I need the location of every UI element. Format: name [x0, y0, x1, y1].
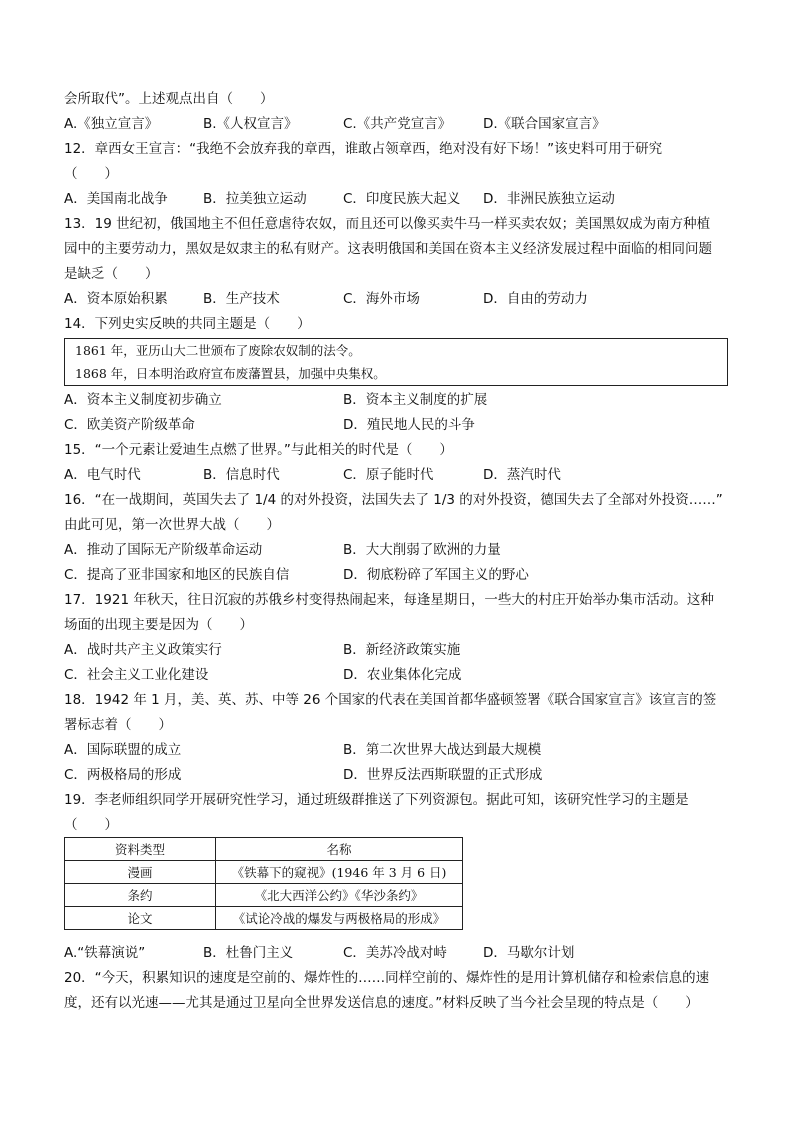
q18-option-a[interactable]: A．国际联盟的成立	[64, 742, 182, 758]
q15-option-c[interactable]: C．原子能时代	[343, 467, 434, 483]
q11-option-a[interactable]: A.《独立宣言》	[64, 116, 159, 132]
q17-option-a[interactable]: A．战时共产主义政策实行	[64, 642, 222, 658]
q13-option-a[interactable]: A．资本原始积累	[64, 291, 168, 307]
q15-option-a[interactable]: A．电气时代	[64, 467, 141, 483]
q11-stem: 会所取代”。上述观点出自（ ）	[64, 91, 274, 107]
table-header-cell: 名称	[216, 838, 463, 861]
q12-stem-line1: 12．章西女王宣言：“我绝不会放弃我的章西，谁敢占领章西，绝对没有好下场！”该史料可用于研究	[64, 141, 663, 157]
q16-option-b[interactable]: B．大大削弱了欧洲的力量	[343, 542, 501, 558]
q12-option-b[interactable]: B．拉美独立运动	[203, 191, 307, 207]
q15-option-b[interactable]: B．信息时代	[203, 467, 280, 483]
q17-option-d[interactable]: D．农业集体化完成	[343, 667, 462, 683]
q11-option-b[interactable]: B.《人权宣言》	[203, 116, 298, 132]
table-cell: 《北大西洋公约》《华沙条约》	[216, 884, 463, 907]
table-cell: 条约	[65, 884, 216, 907]
q14-option-a[interactable]: A．资本主义制度初步确立	[64, 392, 222, 408]
table-cell: 论文	[65, 907, 216, 930]
q20-stem-line2: 度，还有以光速——尤其是通过卫星向全世界发送信息的速度。”材料反映了当今社会呈现的特点是（ ）	[64, 995, 699, 1011]
q14-stem: 14．下列史实反映的共同主题是（ ）	[64, 316, 311, 332]
q20-stem-line1: 20．“今天，积累知识的速度是空前的、爆炸性的……同样空前的、爆炸性的是用计算机储存和检索信息的速	[64, 970, 710, 986]
q16-stem-line2: 由此可见，第一次世界大战（ ）	[64, 517, 280, 533]
q13-stem-line3: 是缺乏（ ）	[64, 266, 159, 282]
table-row	[65, 907, 463, 930]
q18-stem-line1: 18．1942 年 1 月，美、英、苏、中等 26 个国家的代表在美国首都华盛顿签署《联合国家宣言》该宣言的签	[64, 692, 717, 708]
q19-option-a[interactable]: A.“铁幕演说”	[64, 945, 146, 961]
table-row	[65, 884, 463, 907]
q15-option-d[interactable]: D．蒸汽时代	[483, 467, 561, 483]
q19-resource-table	[64, 837, 463, 930]
q14-option-d[interactable]: D．殖民地人民的斗争	[343, 417, 475, 433]
q18-option-d[interactable]: D．世界反法西斯联盟的正式形成	[343, 767, 543, 783]
q11-option-c[interactable]: C.《共产党宣言》	[343, 116, 452, 132]
table-header-cell: 资料类型	[65, 838, 216, 861]
q19-stem-line2: （ ）	[64, 817, 118, 833]
q15-stem: 15．“一个元素让爱迪生点燃了世界。”与此相关的时代是（ ）	[64, 442, 453, 458]
table-cell: 《铁幕下的窥视》(1946 年 3 月 6 日)	[216, 861, 463, 884]
q18-option-c[interactable]: C．两极格局的形成	[64, 767, 182, 783]
q16-option-a[interactable]: A．推动了国际无产阶级革命运动	[64, 542, 263, 558]
q12-option-d[interactable]: D．非洲民族独立运动	[483, 191, 615, 207]
table-row	[65, 861, 463, 884]
q13-option-b[interactable]: B．生产技术	[203, 291, 280, 307]
q16-option-c[interactable]: C．提高了亚非国家和地区的民族自信	[64, 567, 290, 583]
q13-stem-line1: 13．19 世纪初，俄国地主不但任意虐待农奴，而且还可以像买卖牛马一样买卖农奴；美国黑奴成为南方种植	[64, 216, 711, 232]
q19-option-d[interactable]: D．马歇尔计划	[483, 945, 575, 961]
table-cell: 《试论冷战的爆发与两极格局的形成》	[216, 907, 463, 930]
table-header-row	[65, 838, 463, 861]
q13-option-d[interactable]: D．自由的劳动力	[483, 291, 588, 307]
q14-material-box	[64, 338, 728, 386]
q17-stem-line2: 场面的出现主要是因为（ ）	[64, 617, 253, 633]
q14-material-line2: 1868 年，日本明治政府宣布废藩置县，加强中央集权。	[75, 366, 386, 381]
q13-option-c[interactable]: C．海外市场	[343, 291, 420, 307]
q12-stem-line2: （ ）	[64, 166, 118, 182]
q19-option-c[interactable]: C．美苏冷战对峙	[343, 945, 447, 961]
q14-material-line1: 1861 年，亚历山大二世颁布了废除农奴制的法令。	[75, 343, 361, 358]
q16-stem-line1: 16．“在一战期间，英国失去了 1/4 的对外投资，法国失去了 1/3 的对外投资，德国失去了全部对外投资……”	[64, 492, 723, 508]
q11-option-d[interactable]: D.《联合国家宣言》	[483, 116, 606, 132]
q13-stem-line2: 园中的主要劳动力，黑奴是奴隶主的私有财产。这表明俄国和美国在资本主义经济发展过程中面临的相同问题	[64, 241, 712, 257]
q19-stem-line1: 19．李老师组织同学开展研究性学习，通过班级群推送了下列资源包。据此可知，该研究性学习的主题是	[64, 792, 689, 808]
q14-option-c[interactable]: C．欧美资产阶级革命	[64, 417, 195, 433]
q18-stem-line2: 署标志着（ ）	[64, 717, 172, 733]
q14-option-b[interactable]: B．资本主义制度的扩展	[343, 392, 488, 408]
q17-option-b[interactable]: B．新经济政策实施	[343, 642, 461, 658]
q17-stem-line1: 17．1921 年秋天，往日沉寂的苏俄乡村变得热闹起来，每逢星期日，一些大的村庄开始举办集市活动。这种	[64, 592, 714, 608]
q16-option-d[interactable]: D．彻底粉碎了军国主义的野心	[343, 567, 529, 583]
q19-option-b[interactable]: B．杜鲁门主义	[203, 945, 294, 961]
q17-option-c[interactable]: C．社会主义工业化建设	[64, 667, 209, 683]
q12-option-a[interactable]: A．美国南北战争	[64, 191, 168, 207]
table-cell: 漫画	[65, 861, 216, 884]
q18-option-b[interactable]: B．第二次世界大战达到最大规模	[343, 742, 542, 758]
q12-option-c[interactable]: C．印度民族大起义	[343, 191, 461, 207]
